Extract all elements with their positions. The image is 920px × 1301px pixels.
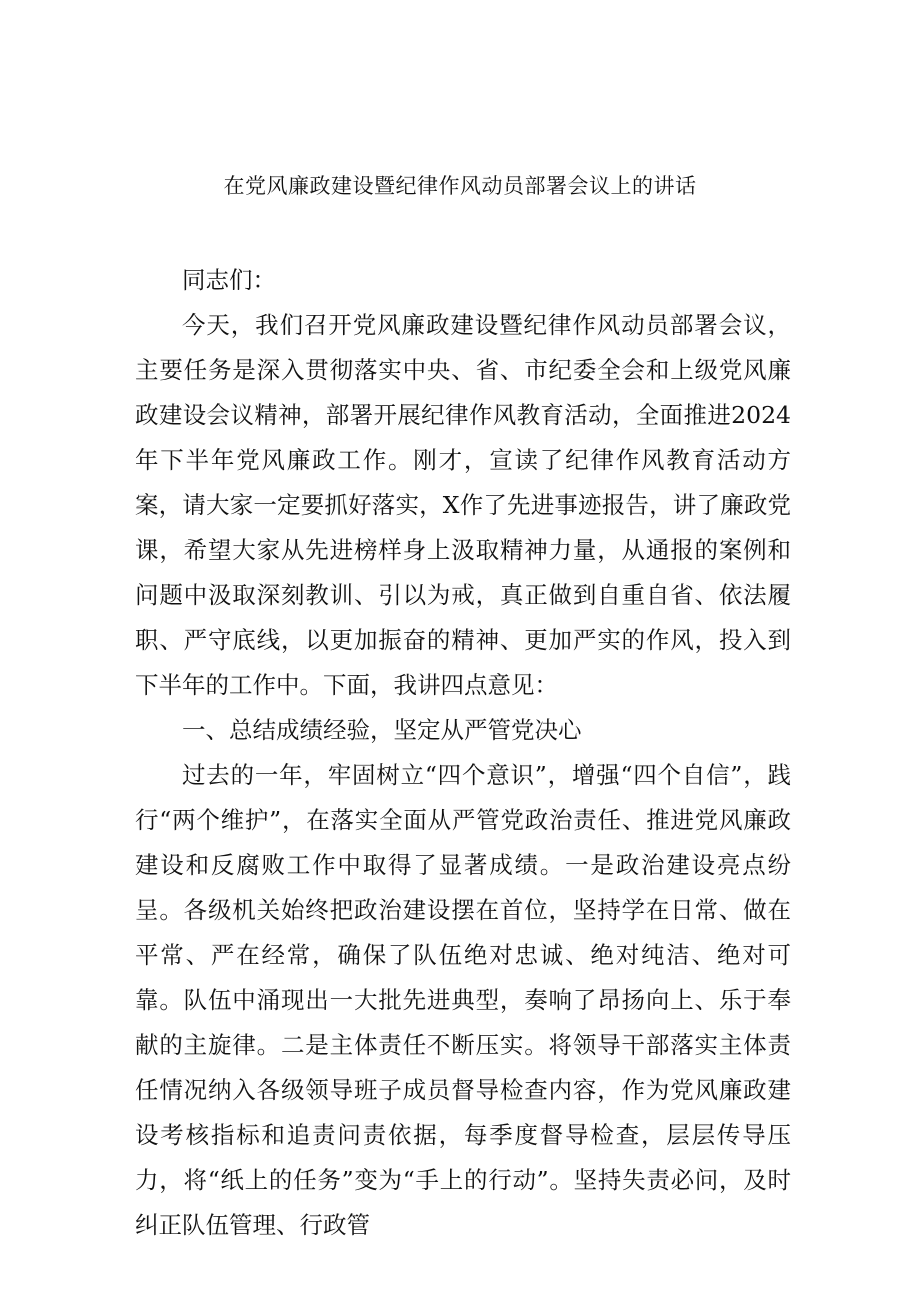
document-body [135, 258, 791, 1248]
intro-paragraph: 今天，我们召开党风廉政建设暨纪律作风动员部署会议，主要任务是深入贯彻落实中央、省、市纪委全会和上级党风廉政建设会议精神，部署开展纪律作风教育活动，全面推进2024年下半年党风廉政工作。刚才，宣读了纪律作风教育活动方案，请大家一定要抓好落实，X作了先进事迹报告，讲了廉政党课，希望大家从先进榜样身上汲取精神力量，从通报的案例和问题中汲取深刻教训、引以为戒，真正做到自重自省、依法履职、严守底线，以更加振奋的精神、更加严实的作风，投入到下半年的工作中。下面，我讲四点意见： [135, 311, 791, 699]
section-heading: 一、总结成绩经验，坚定从严管党决心 [182, 716, 582, 744]
document-title: 在党风廉政建设暨纪律作风动员部署会议上的讲话 [223, 174, 697, 198]
salutation-paragraph: 同志们： [182, 266, 276, 294]
body-paragraph: 过去的一年，牢固树立“四个意识”，增强“四个自信”，践行“两个维护”，在落实全面从严管党政治责任、推进党风廉政建设和反腐败工作中取得了显著成绩。一是政治建设亮点纷呈。各级机关始终把政治建设摆在首位，坚持学在日常、做在平常、严在经常，确保了队伍绝对忠诚、绝对纯洁、绝对可靠。队伍中涌现出一大批先进典型，奏响了昂扬向上、乐于奉献的主旋律。二是主体责任不断压实。将领导干部落实主体责任情况纳入各级领导班子成员督导检查内容，作为党风廉政建设考核指标和追责问责依据，每季度督导检查，层层传导压力，将“纸上的任务”变为“手上的行动”。坚持失责必问，及时纠正队伍管理、行政管 [135, 761, 791, 1239]
